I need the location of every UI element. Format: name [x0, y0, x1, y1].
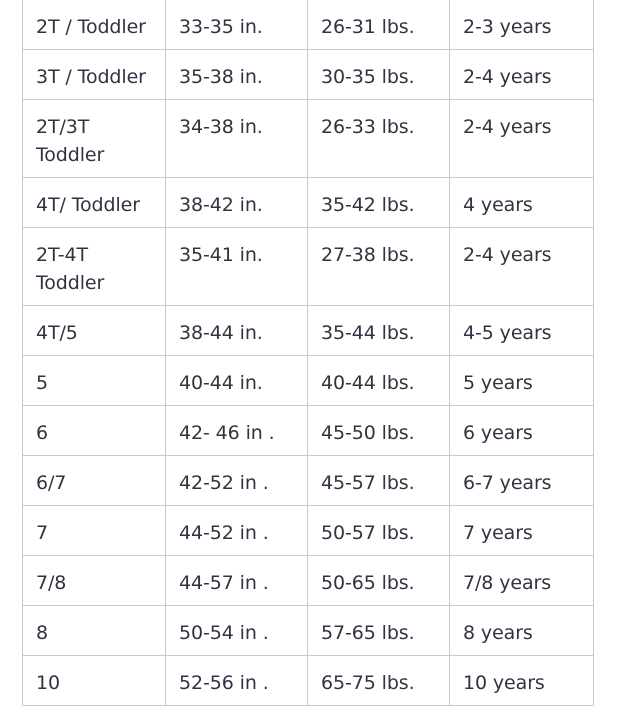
age-cell: 2-3 years — [450, 0, 594, 50]
age-cell: 7 years — [450, 506, 594, 556]
height-cell: 34-38 in. — [166, 100, 308, 178]
size-cell: 2T/3T Toddler — [23, 100, 166, 178]
height-cell: 33-35 in. — [166, 0, 308, 50]
age-cell: 4 years — [450, 178, 594, 228]
weight-cell: 35-42 lbs. — [308, 178, 450, 228]
weight-cell: 27-38 lbs. — [308, 228, 450, 306]
size-chart-container — [22, 0, 593, 706]
table-row — [23, 356, 594, 406]
table-row — [23, 228, 594, 306]
size-cell: 5 — [23, 356, 166, 406]
height-cell: 38-44 in. — [166, 306, 308, 356]
age-cell: 8 years — [450, 606, 594, 656]
age-cell: 7/8 years — [450, 556, 594, 606]
weight-cell: 65-75 lbs. — [308, 656, 450, 706]
height-cell: 35-38 in. — [166, 50, 308, 100]
table-row — [23, 100, 594, 178]
size-cell: 4T/5 — [23, 306, 166, 356]
size-cell: 2T / Toddler — [23, 0, 166, 50]
age-cell: 6-7 years — [450, 456, 594, 506]
height-cell: 35-41 in. — [166, 228, 308, 306]
age-cell: 2-4 years — [450, 100, 594, 178]
height-cell: 52-56 in . — [166, 656, 308, 706]
table-row — [23, 178, 594, 228]
size-chart-table — [22, 0, 594, 706]
weight-cell: 35-44 lbs. — [308, 306, 450, 356]
weight-cell: 26-31 lbs. — [308, 0, 450, 50]
table-row — [23, 456, 594, 506]
weight-cell: 26-33 lbs. — [308, 100, 450, 178]
size-cell: 2T-4T Toddler — [23, 228, 166, 306]
weight-cell: 40-44 lbs. — [308, 356, 450, 406]
height-cell: 42-52 in . — [166, 456, 308, 506]
table-row — [23, 50, 594, 100]
age-cell: 2-4 years — [450, 228, 594, 306]
age-cell: 5 years — [450, 356, 594, 406]
height-cell: 38-42 in. — [166, 178, 308, 228]
height-cell: 42- 46 in . — [166, 406, 308, 456]
weight-cell: 57-65 lbs. — [308, 606, 450, 656]
table-row — [23, 506, 594, 556]
size-cell: 3T / Toddler — [23, 50, 166, 100]
height-cell: 44-57 in . — [166, 556, 308, 606]
age-cell: 10 years — [450, 656, 594, 706]
table-row — [23, 556, 594, 606]
age-cell: 6 years — [450, 406, 594, 456]
height-cell: 40-44 in. — [166, 356, 308, 406]
size-cell: 6/7 — [23, 456, 166, 506]
weight-cell: 50-65 lbs. — [308, 556, 450, 606]
age-cell: 2-4 years — [450, 50, 594, 100]
size-cell: 10 — [23, 656, 166, 706]
weight-cell: 50-57 lbs. — [308, 506, 450, 556]
weight-cell: 45-50 lbs. — [308, 406, 450, 456]
size-cell: 7/8 — [23, 556, 166, 606]
height-cell: 50-54 in . — [166, 606, 308, 656]
size-cell: 6 — [23, 406, 166, 456]
weight-cell: 45-57 lbs. — [308, 456, 450, 506]
height-cell: 44-52 in . — [166, 506, 308, 556]
age-cell: 4-5 years — [450, 306, 594, 356]
size-cell: 8 — [23, 606, 166, 656]
size-cell: 4T/ Toddler — [23, 178, 166, 228]
table-row — [23, 406, 594, 456]
size-cell: 7 — [23, 506, 166, 556]
table-row — [23, 606, 594, 656]
weight-cell: 30-35 lbs. — [308, 50, 450, 100]
table-row — [23, 0, 594, 50]
table-row — [23, 306, 594, 356]
table-row — [23, 656, 594, 706]
